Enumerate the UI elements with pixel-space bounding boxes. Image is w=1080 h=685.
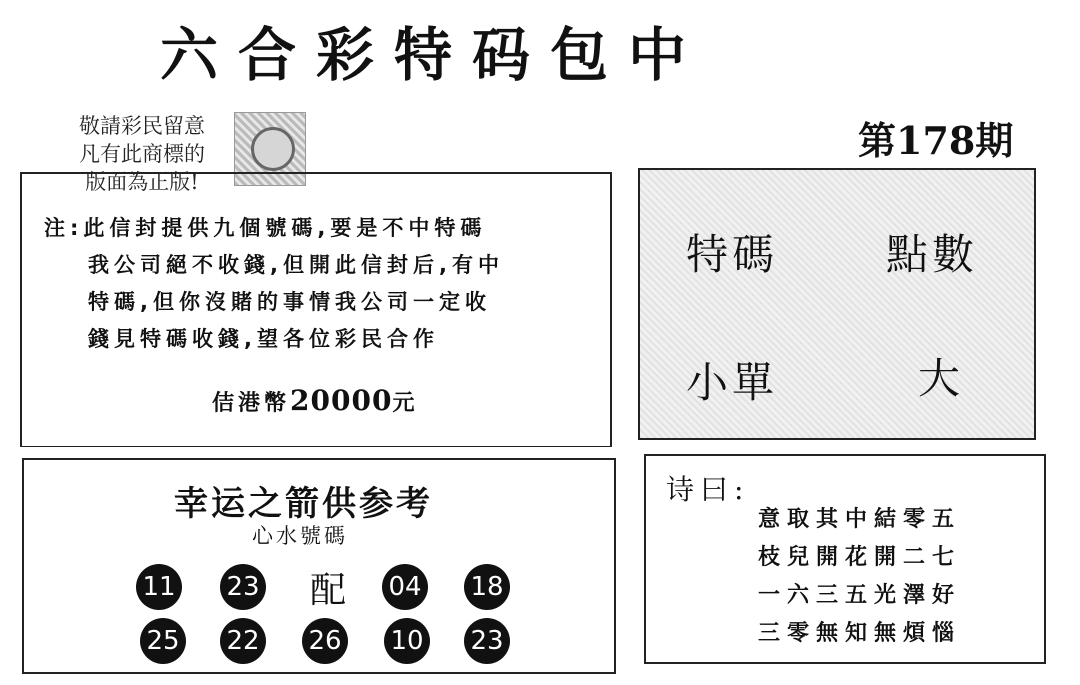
poem-line: 意取其中結零五: [758, 507, 962, 532]
note-line-2: 我公司絕不收錢,但開此信封后,有中: [88, 253, 504, 277]
issue-number: 第178期: [858, 118, 1014, 163]
small-odd-value: 小單: [686, 358, 779, 407]
poem-line: 三零無知無煩惱: [758, 621, 962, 646]
note-line-1: [44, 212, 486, 242]
trademark-emblem: [251, 127, 295, 171]
big-value: 大: [918, 354, 965, 403]
note-line-4: 錢見特碼收錢,望各位彩民合作: [88, 327, 439, 351]
number-ball: 23: [464, 618, 510, 664]
notice-line: 凡有此商標的: [79, 142, 205, 166]
guarantee-box: [20, 172, 612, 447]
pei-label: 配: [310, 570, 347, 611]
note-text: 此信封提供九個號碼,要是不中特碼: [83, 216, 487, 240]
number-ball: 18: [464, 564, 510, 610]
lucky-title: 幸运之箭供参考: [174, 484, 433, 524]
notice-line: 版面為正版!: [85, 170, 199, 194]
number-ball: 11: [136, 564, 182, 610]
prize-amount: [212, 384, 418, 417]
notice-line: 敬請彩民留意: [79, 114, 205, 138]
amount-unit: 元: [392, 391, 419, 416]
number-ball: 10: [384, 618, 430, 664]
number-ball: 23: [220, 564, 266, 610]
points-label: 點數: [886, 230, 979, 279]
number-ball: 04: [382, 564, 428, 610]
number-ball: 22: [220, 618, 266, 664]
amount-label: 佶港幣: [212, 391, 291, 416]
lucky-subtitle: 心水號碼: [252, 524, 348, 548]
poem-box: [644, 454, 1046, 664]
poem-line: 一六三五光澤好: [758, 583, 962, 608]
lucky-numbers-box: [22, 458, 616, 674]
note-line-3: 特碼,但你沒賭的事情我公司一定收: [88, 290, 491, 314]
number-ball: 26: [302, 618, 348, 664]
poem-line: 枝兒開花開二七: [758, 545, 962, 570]
special-code-box: [638, 168, 1036, 440]
number-ball: 25: [140, 618, 186, 664]
special-code-label: 特碼: [686, 230, 779, 279]
page-title: 六合彩特码包中: [160, 21, 707, 89]
poem-label: 诗曰:: [666, 473, 750, 506]
note-prefix: 注:: [44, 216, 84, 240]
amount-value: 20000: [290, 384, 393, 417]
